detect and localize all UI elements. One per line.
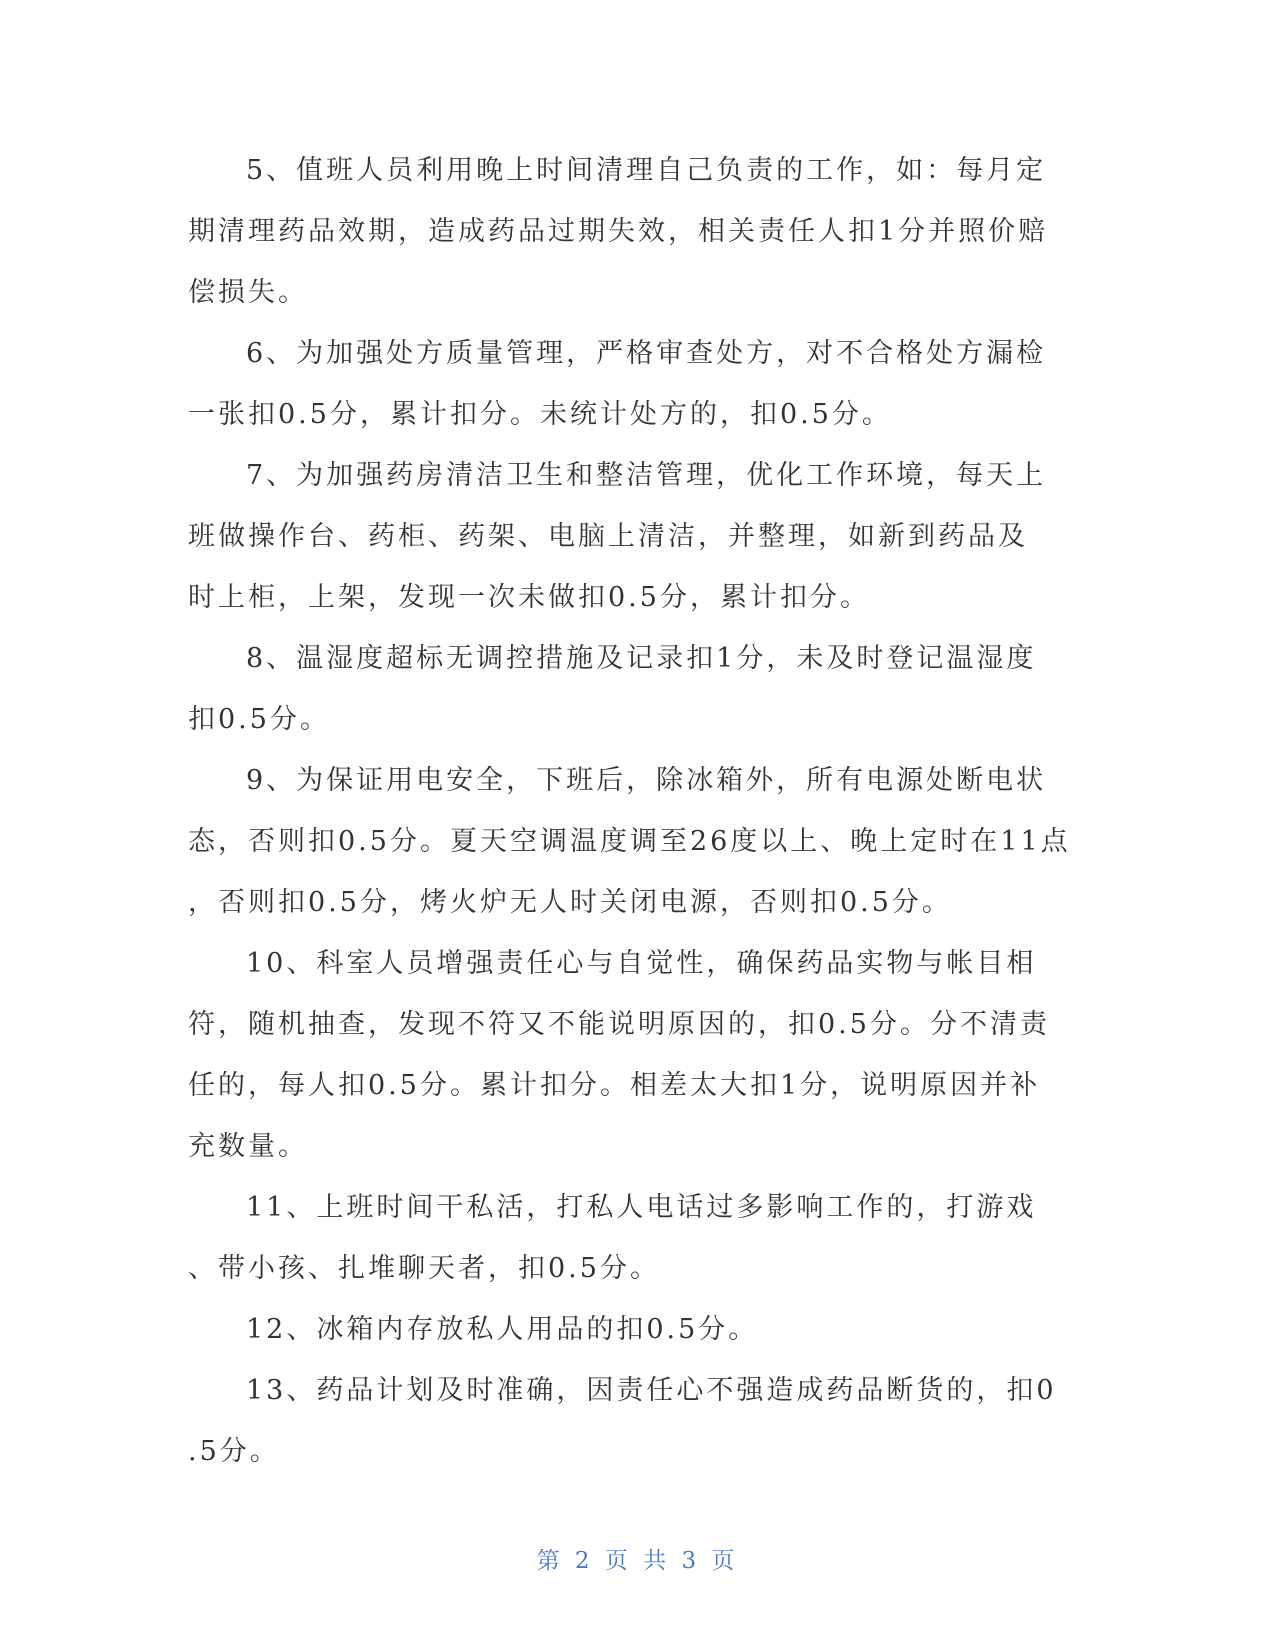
text-line: 、带小孩、扎堆聊天者，扣0.5分。 — [188, 1253, 660, 1284]
text-line: 扣0.5分。 — [188, 704, 330, 735]
text-line: 符，随机抽查，发现不符又不能说明原因的，扣0.5分。分不清责 — [188, 1009, 1050, 1040]
text-line: 班做操作台、药柜、药架、电脑上清洁，并整理，如新到药品及 — [188, 521, 1028, 552]
text-line: 9、为保证用电安全，下班后，除冰箱外，所有电源处断电状 — [246, 765, 1047, 796]
text-line: 任的，每人扣0.5分。累计扣分。相差太大扣1分，说明原因并补 — [188, 1070, 1041, 1101]
text-line: 时上柜，上架，发现一次未做扣0.5分，累计扣分。 — [188, 582, 870, 613]
page-number-footer: 第 2 页 共 3 页 — [536, 1548, 739, 1574]
text-line: 11、上班时间干私活，打私人电话过多影响工作的，打游戏 — [246, 1192, 1037, 1223]
text-line: 期清理药品效期，造成药品过期失效，相关责任人扣1分并照价赔 — [188, 216, 1049, 247]
text-line: 8、温湿度超标无调控措施及记录扣1分，未及时登记温湿度 — [246, 643, 1037, 674]
text-line: 偿损失。 — [188, 277, 308, 308]
text-line: 态，否则扣0.5分。夏天空调温度调至26度以上、晚上定时在11点 — [188, 826, 1071, 857]
document-body — [188, 140, 1071, 1482]
text-line: 12、冰箱内存放私人用品的扣0.5分。 — [246, 1314, 759, 1345]
text-line: 13、药品计划及时准确，因责任心不强造成药品断货的，扣0 — [246, 1375, 1057, 1406]
text-line: 充数量。 — [188, 1131, 308, 1162]
text-line: 7、为加强药房清洁卫生和整洁管理，优化工作环境，每天上 — [246, 460, 1047, 491]
text-line: 10、科室人员增强责任心与自觉性，确保药品实物与帐目相 — [246, 948, 1037, 979]
text-line: 一张扣0.5分，累计扣分。未统计处方的，扣0.5分。 — [188, 399, 892, 430]
text-line: 5、值班人员利用晚上时间清理自己负责的工作，如：每月定 — [246, 155, 1047, 186]
text-line: .5分。 — [188, 1436, 280, 1467]
text-line: ，否则扣0.5分，烤火炉无人时关闭电源，否则扣0.5分。 — [188, 887, 952, 918]
text-line: 6、为加强处方质量管理，严格审查处方，对不合格处方漏检 — [246, 338, 1047, 369]
